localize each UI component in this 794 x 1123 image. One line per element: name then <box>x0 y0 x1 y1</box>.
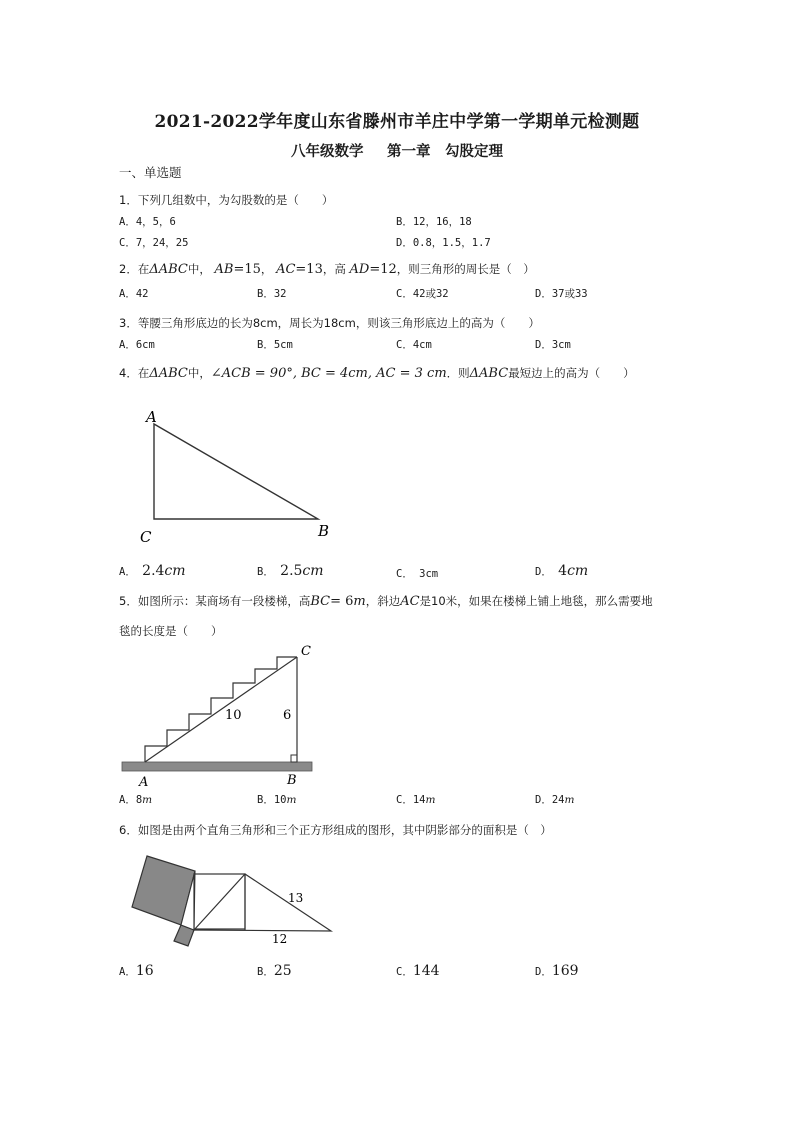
vertex-b-label: B <box>318 522 330 540</box>
option-text: D．24 <box>535 794 565 806</box>
option-text: A．8 <box>119 794 143 806</box>
large-right-triangle <box>194 874 331 931</box>
q5-ac: AC <box>400 594 420 609</box>
q5-option-c <box>396 792 435 807</box>
option-value: 144 <box>412 963 440 979</box>
q1-option-a: A．4，5，6 <box>119 216 176 228</box>
option-value: 2.4 <box>142 563 165 579</box>
hypotenuse-label: 13 <box>288 891 304 905</box>
q5-part: 5．如图所示：某商场有一段楼梯，高 <box>119 594 311 608</box>
q3-option-d: D．3cm <box>535 339 571 351</box>
document-title: 2021-2022学年度山东省滕州市羊庄中学第一学期单元检测题 <box>154 112 640 132</box>
option-letter: D． <box>535 966 552 978</box>
section-heading: 一、单选题 <box>119 165 182 180</box>
q2-part: 2．在 <box>119 262 150 276</box>
height-label: 6 <box>283 708 292 723</box>
question-3-text: 3．等腰三角形底边的长为8cm，周长为18cm，则该三角形底边上的高为（ ） <box>119 316 540 330</box>
option-text: C．14 <box>396 794 426 806</box>
q4-part: ．则 <box>446 366 470 380</box>
option-letter: B． <box>257 966 274 978</box>
option-unit: m <box>286 794 297 806</box>
q6-option-b <box>257 963 292 979</box>
option-unit: cm <box>164 563 186 579</box>
question-5-text-line-2: 毯的长度是（ ） <box>119 624 223 638</box>
q4-part: 中， <box>187 366 211 380</box>
option-value: 4 <box>558 563 568 579</box>
q4-triangle-figure <box>130 400 340 550</box>
q5-bc: BC <box>310 594 331 609</box>
leg-label: 12 <box>272 932 288 946</box>
q5-option-d <box>535 792 574 807</box>
document-subtitle: 八年级数学 第一章 勾股定理 <box>290 143 504 160</box>
option-value: 169 <box>551 963 579 979</box>
q3-option-c: C．4cm <box>396 339 432 351</box>
q6-option-d <box>535 963 579 979</box>
right-angle-mark <box>291 755 297 762</box>
q6-option-a <box>119 963 154 979</box>
question-6-text: 6．如图是由两个直角三角形和三个正方形组成的图形，其中阴影部分的面积是（ ） <box>119 823 552 837</box>
q2-part: ，则三角形的周长是（ ） <box>396 262 535 276</box>
vertex-a-label: A <box>139 775 149 790</box>
option-unit: m <box>564 794 575 806</box>
q6-squares-figure <box>125 848 345 953</box>
q4-part: 最短边上的高为（ ） <box>508 366 635 380</box>
option-value: 3cm <box>419 568 439 580</box>
q4-option-d <box>535 563 588 579</box>
q1-option-d: D．0.8，1.5，1.7 <box>396 237 491 249</box>
q2-option-c: C．42或32 <box>396 288 449 300</box>
option-value: 25 <box>273 963 292 979</box>
q2-ab-value: =15 <box>233 262 261 277</box>
q2-ac: AC <box>276 262 296 277</box>
q4-conditions: ∠ACB = 90°, BC = 4cm, AC = 3 cm <box>210 366 447 381</box>
q2-part: ，高 <box>322 262 346 276</box>
q4-triangle: ΔABC <box>149 366 188 381</box>
q2-part: ， <box>260 262 273 276</box>
vertex-b-label: B <box>287 773 297 788</box>
ground-strip <box>122 762 312 771</box>
q3-option-b: B．5cm <box>257 339 293 351</box>
option-unit: m <box>142 794 153 806</box>
option-value: 16 <box>135 963 154 979</box>
q2-option-a: A．42 <box>119 288 149 300</box>
option-letter: C． <box>396 568 413 580</box>
vertex-c-label: C <box>140 528 152 546</box>
q1-option-b: B．12，16，18 <box>396 216 472 228</box>
triangle-abc-shape <box>154 424 318 519</box>
option-unit: cm <box>567 563 589 579</box>
q4-option-c <box>396 566 438 581</box>
q2-ad-value: =12 <box>369 262 397 277</box>
q5-option-b <box>257 792 296 807</box>
option-unit: cm <box>302 563 324 579</box>
q1-option-c: C．7，24，25 <box>119 237 189 249</box>
q5-part: 是10米，如果在楼梯上铺上地毯，那么需要地 <box>419 594 653 608</box>
hypotenuse-ac <box>145 657 297 762</box>
option-letter: B． <box>257 566 274 578</box>
q2-ac-value: =13 <box>295 262 323 277</box>
option-letter: A． <box>119 566 136 578</box>
q5-part: ，斜边 <box>365 594 401 608</box>
hypotenuse-label: 10 <box>225 708 242 723</box>
q2-part: 中， <box>187 262 211 276</box>
option-letter: A． <box>119 966 136 978</box>
q5-stairs-figure <box>115 640 325 795</box>
question-2-text <box>119 261 535 277</box>
question-5-text-line-1 <box>119 593 653 609</box>
option-unit: m <box>425 794 436 806</box>
option-value: 2.5 <box>280 563 303 579</box>
q2-ad: AD <box>349 262 370 277</box>
q4-part: 4．在 <box>119 366 150 380</box>
q6-option-c <box>396 963 440 979</box>
q2-triangle: ΔABC <box>149 262 188 277</box>
q4-triangle-2: ΔABC <box>469 366 509 381</box>
q5-bc-value: = 6 <box>330 594 354 609</box>
q5-unit: m <box>353 594 366 609</box>
option-letter: D． <box>535 566 552 578</box>
question-4-text <box>119 365 635 381</box>
q3-option-a: A．6cm <box>119 339 155 351</box>
q2-ab: AB <box>214 262 234 277</box>
vertex-c-label: C <box>301 644 311 659</box>
q2-option-b: B．32 <box>257 288 287 300</box>
q2-option-d: D．37或33 <box>535 288 588 300</box>
q5-option-a <box>119 792 152 807</box>
q4-option-a <box>119 563 186 579</box>
question-1-text: 1．下列几组数中，为勾股数的是（ ） <box>119 193 334 207</box>
vertex-a-label: A <box>146 408 157 426</box>
option-text: B．10 <box>257 794 287 806</box>
option-letter: C． <box>396 966 413 978</box>
q4-option-b <box>257 563 324 579</box>
